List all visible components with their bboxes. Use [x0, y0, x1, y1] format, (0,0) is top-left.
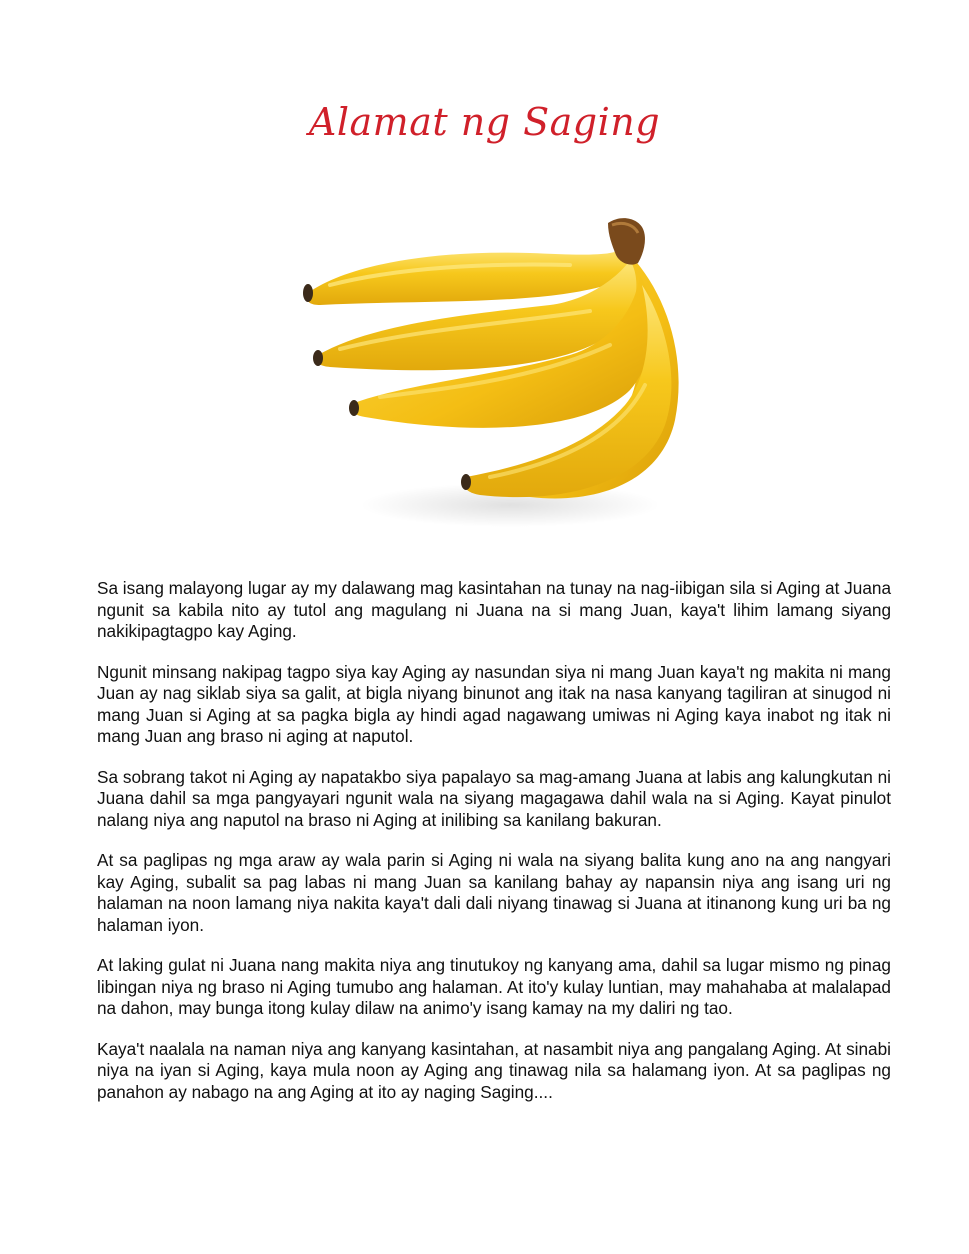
paragraph: Kaya't naalala na naman niya ang kanyang kasintahan, at nasambit niya ang pangalang Aging. At sinabi niya na iyan si Aging, kaya mula noon ay Aging ang tinawag nila sa halamang iyon. At sa paglipas ng panahon ay nabago na ang Aging at ito ay naging Saging.... — [97, 1038, 891, 1102]
banana-tip — [349, 400, 359, 416]
banana-top — [307, 247, 629, 305]
banana-bunch-icon — [290, 205, 690, 535]
paragraph: Sa isang malayong lugar ay my dalawang mag kasintahan na tunay na nag-iibigan sila si Aging at Juana ngunit sa kabila nito ay tutol ang magulang ni Juana na si mang Juan, kaya't lihim lamang siyang nakikipagtagpo kay Aging. — [97, 578, 891, 641]
page-title: Alamat ng Saging — [308, 100, 661, 144]
banana-tip — [461, 474, 471, 490]
banana-tip — [313, 350, 323, 366]
story-body — [97, 578, 891, 1122]
paragraph: At sa paglipas ng mga araw ay wala parin si Aging ni wala na siyang balita kung ano na ang nangyari kay Aging, subalit sa pag labas ni mang Juan sa kanilang bahay ay napansin niya ang isang uri ng halaman na noon lamang niya nakita kaya't dali dali niyang tinawag si Juana at itinanong kung uri ba ng halaman iyon. — [97, 850, 891, 935]
paragraph: At laking gulat ni Juana nang makita niya ang tinutukoy ng kanyang ama, dahil sa lugar mismo ng pinag libingan niya ng braso ni Aging tumubo ang halaman. At ito'y kulay luntian, may mahahaba at malalapad na dahon, may bunga itong kulay dilaw na animo'y isang kamay na my daliri ng tao. — [97, 955, 891, 1018]
banana-tip — [303, 284, 313, 302]
paragraph: Sa sobrang takot ni Aging ay napatakbo siya papalayo sa mag-amang Juana at labis ang kalungkutan ni Juana dahil sa mga pangyayari ngunit wala na siyang magagawa dahil wala na si Aging. Kayat pinulot nalang niya ang naputol na braso ni Aging at inilibing sa kanilang bakuran. — [97, 766, 891, 830]
paragraph: Ngunit minsang nakipag tagpo siya kay Aging ay nasundan siya ni mang Juan kaya't ng makita ni mang Juan ay nag siklab siya sa galit, at bigla niyang binunot ang itak na nasa kanyang tagiliran at sinugod ni mang Juan si Aging at sa pagka bigla ay hindi agad nagawang umiwas ni Aging kaya inabot ng itak ni mang Juan ang braso ni aging at naputol. — [97, 661, 891, 746]
